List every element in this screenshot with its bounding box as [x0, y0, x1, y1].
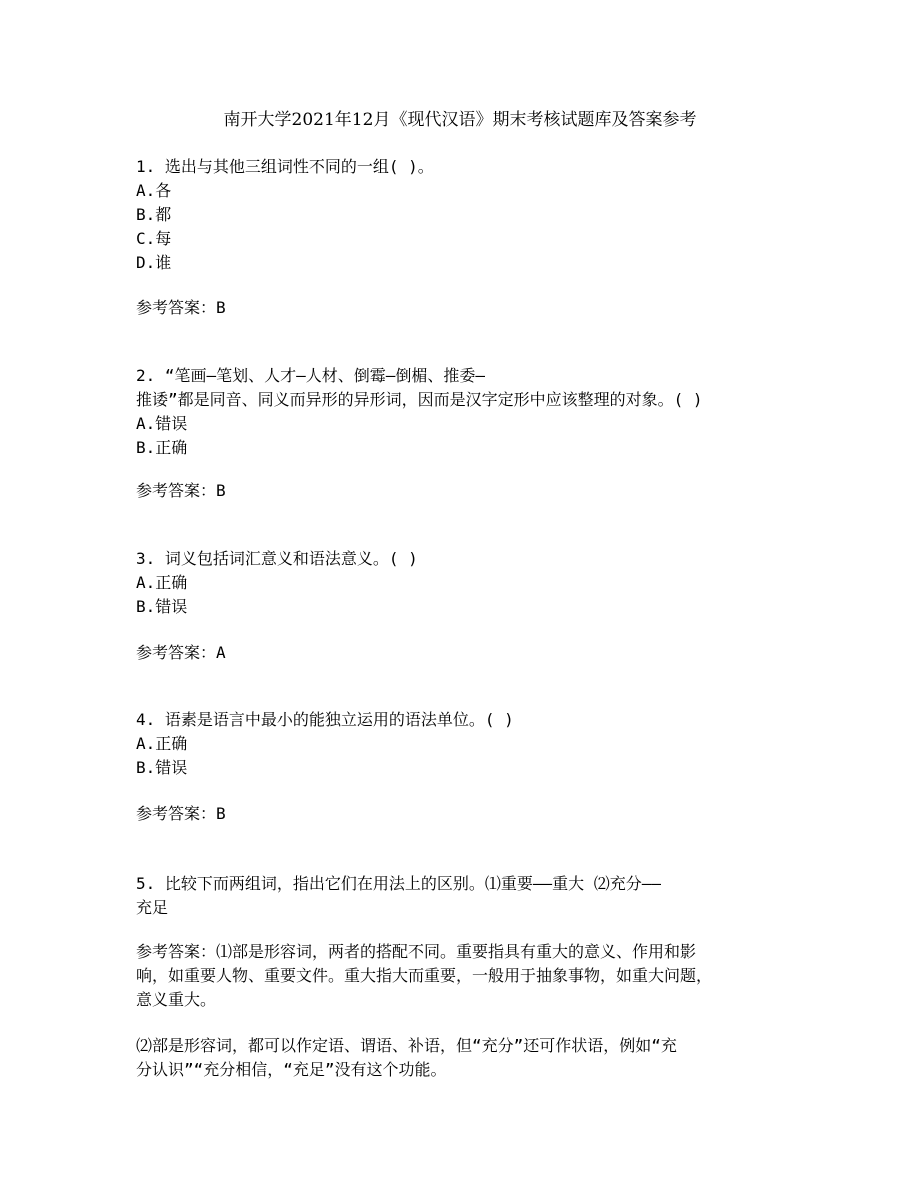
answer-3 — [136, 641, 796, 665]
answer-5-part-2 — [136, 1034, 796, 1082]
reference-answer-extra: 分认识”“充分相信，“充足”没有这个功能。 — [136, 1060, 447, 1079]
option-b: B.错误 — [136, 597, 188, 616]
document-title: 南开大学2021年12月《现代汉语》期末考核试题库及答案参考 — [223, 110, 697, 130]
question-stem-cont: 充足 — [136, 898, 169, 917]
question-4 — [136, 708, 796, 780]
question-3 — [136, 547, 796, 619]
answer-1 — [136, 296, 796, 320]
option-c: C.每 — [136, 229, 172, 248]
question-stem: 1. 选出与其他三组词性不同的一组( )。 — [136, 157, 434, 176]
reference-answer: 参考答案：B — [136, 481, 226, 500]
option-b: B.错误 — [136, 758, 188, 777]
question-stem: 5. 比较下而两组词，指出它们在用法上的区别。⑴重要——重大 ⑵充分—— — [136, 874, 662, 893]
answer-2 — [136, 479, 796, 503]
question-stem: 2. “笔画—笔划、人才—人材、倒霉—倒楣、推委— — [136, 366, 486, 385]
question-5 — [136, 872, 796, 920]
option-a: A.正确 — [136, 734, 188, 753]
reference-answer-cont: 意义重大。 — [136, 990, 217, 1009]
answer-5 — [136, 940, 796, 1012]
option-a: A.错误 — [136, 414, 188, 433]
reference-answer: 参考答案：B — [136, 298, 226, 317]
reference-answer-cont: 响，如重要人物、重要文件。重大指大而重要，一般用于抽象事物，如重大问题， — [136, 966, 713, 985]
reference-answer: 参考答案：A — [136, 643, 226, 662]
option-a: A.正确 — [136, 573, 188, 592]
reference-answer-extra: ⑵部是形容词，都可以作定语、谓语、补语，但“充分”还可作状语，例如“充 — [136, 1036, 677, 1055]
reference-answer: 参考答案：B — [136, 804, 226, 823]
option-b: B.正确 — [136, 438, 188, 457]
question-stem-cont: 推诿”都是同音、同义而异形的异形词，因而是汉字定形中应该整理的对象。( ) — [136, 390, 703, 409]
question-2 — [136, 364, 796, 460]
question-stem: 4. 语素是语言中最小的能独立运用的语法单位。( ) — [136, 710, 514, 729]
reference-answer: 参考答案：⑴部是形容词，两者的搭配不同。重要指具有重大的意义、作用和影 — [136, 942, 697, 961]
question-stem: 3. 词义包括词汇意义和语法意义。( ) — [136, 549, 418, 568]
question-1 — [136, 155, 796, 275]
option-b: B.都 — [136, 205, 172, 224]
option-a: A.各 — [136, 181, 172, 200]
option-d: D.谁 — [136, 253, 172, 272]
answer-4 — [136, 802, 796, 826]
